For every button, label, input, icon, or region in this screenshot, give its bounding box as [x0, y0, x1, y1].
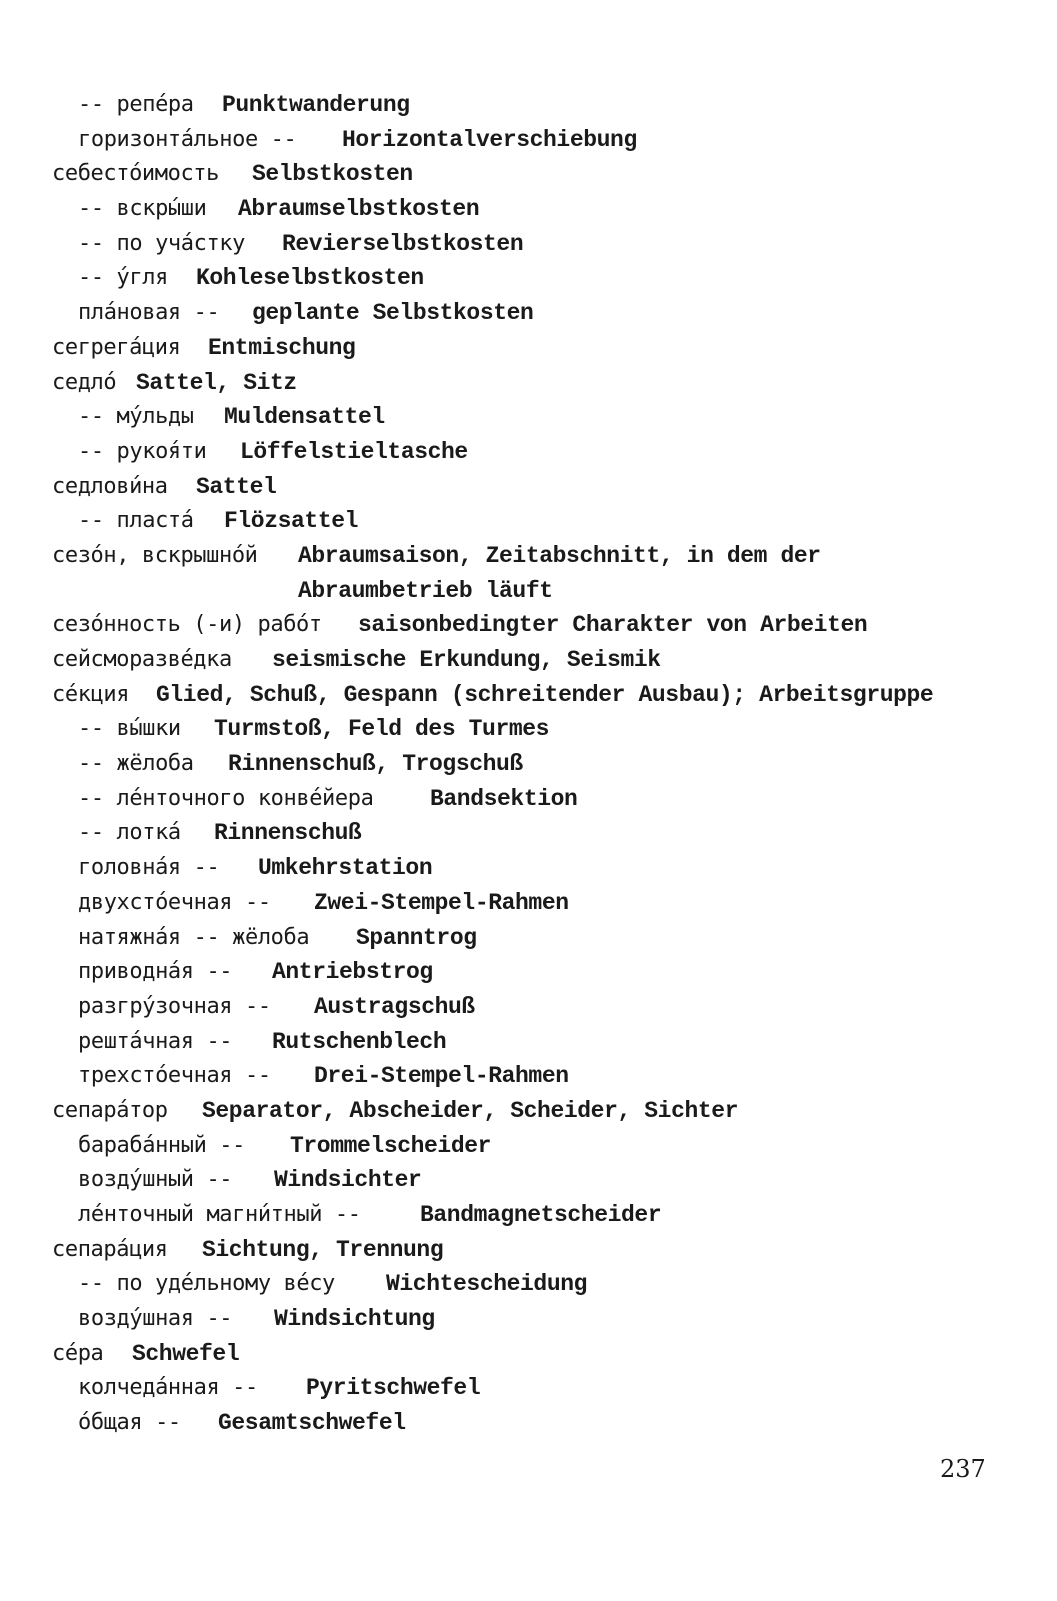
entry-row — [0, 1302, 1057, 1337]
german-translation: Punktwanderung — [222, 92, 410, 118]
russian-term: сейсморазве́дка — [52, 647, 232, 672]
entry-row — [0, 539, 1057, 574]
german-translation: geplante Selbstkosten — [252, 300, 534, 327]
entry-row — [0, 712, 1057, 747]
russian-term: головна́я -- — [78, 855, 220, 881]
german-translation: Schwefel — [132, 1340, 240, 1367]
russian-term: бараба́нный -- — [78, 1132, 245, 1158]
german-translation: Drei-Stempel-Rahmen — [314, 1063, 569, 1090]
german-translation: Abraumselbstkosten — [238, 196, 480, 223]
entry-row — [0, 227, 1057, 262]
entry-row — [0, 470, 1057, 505]
russian-term: сепара́ция — [52, 1236, 168, 1262]
russian-term: -- у́гля — [78, 265, 168, 291]
entry-row — [0, 851, 1057, 886]
entry-row — [0, 1371, 1057, 1406]
russian-term: -- вскры́ши — [78, 196, 207, 222]
german-translation: Sattel, Sitz — [136, 369, 297, 396]
russian-term: -- пласта́ — [78, 508, 194, 534]
russian-term: седлови́на — [52, 473, 168, 499]
entry-row — [0, 608, 1057, 643]
entry-row — [0, 1025, 1057, 1060]
entry-row — [0, 1129, 1057, 1164]
german-translation: Bandsektion — [430, 785, 578, 812]
german-translation: Pyritschwefel — [306, 1375, 481, 1402]
russian-term: о́бщая -- — [78, 1410, 181, 1436]
entry-row — [0, 192, 1057, 227]
russian-term: се́кция — [52, 681, 130, 707]
entry-row — [0, 261, 1057, 296]
entry-row — [0, 123, 1057, 158]
russian-term: пла́новая -- — [78, 300, 220, 326]
entry-row — [0, 1059, 1057, 1094]
entry-row — [0, 435, 1057, 470]
russian-term: горизонта́льное -- — [78, 126, 297, 152]
entry-row — [0, 504, 1057, 539]
german-translation: saisonbedingter Charakter von Arbeiten — [358, 612, 868, 639]
entry-row — [0, 331, 1057, 366]
entry-list — [0, 88, 1057, 1441]
russian-term: -- по уча́стку — [78, 230, 245, 256]
russian-term: разгру́зочная -- — [78, 993, 271, 1019]
russian-term: -- ле́нточного конве́йера — [78, 785, 374, 811]
russian-term: -- му́льды — [78, 404, 194, 430]
entry-row — [0, 886, 1057, 921]
german-translation: Turmstoß, Feld des Turmes — [214, 716, 550, 743]
entry-row — [0, 1163, 1057, 1198]
russian-term: сезо́нность (-и) рабо́т — [52, 612, 322, 638]
russian-term: сепара́тор — [52, 1097, 168, 1123]
russian-term: сегрега́ция — [52, 334, 181, 360]
russian-term: двухсто́ечная -- — [78, 889, 271, 915]
russian-term: седло́ — [52, 369, 117, 395]
german-translation: Bandmagnetscheider — [420, 1202, 662, 1228]
entry-row — [0, 1267, 1057, 1302]
german-translation: Trommelscheider — [290, 1132, 492, 1159]
german-translation: Kohleselbstkosten — [196, 265, 424, 292]
russian-term: сезо́н, вскрышно́й — [52, 542, 258, 568]
german-translation: Sichtung, Trennung — [202, 1236, 444, 1263]
russian-term: -- вы́шки — [78, 716, 181, 742]
russian-term: -- репе́ра — [78, 92, 194, 117]
german-translation: Muldensattel — [224, 404, 385, 431]
german-translation: Separator, Abscheider, Scheider, Sichter — [202, 1097, 739, 1124]
entry-row — [0, 678, 1057, 713]
german-translation: Umkehrstation — [258, 855, 433, 882]
russian-term: -- рукоя́ти — [78, 438, 207, 464]
entry-row — [0, 643, 1057, 678]
entry-row — [0, 816, 1057, 851]
entry-row — [0, 921, 1057, 956]
german-translation: Sattel — [196, 473, 277, 500]
entry-row — [0, 1233, 1057, 1268]
entry-row — [0, 1198, 1057, 1233]
german-translation: Windsichter — [274, 1167, 422, 1194]
russian-term: возду́шный -- — [78, 1167, 233, 1193]
german-translation: Flözsattel — [224, 508, 359, 535]
russian-term: -- лотка́ — [78, 820, 181, 846]
german-translation: Austragschuß — [314, 993, 475, 1020]
russian-term: ле́нточный магни́тный -- — [78, 1202, 361, 1227]
german-translation: Antriebstrog — [272, 959, 433, 986]
entry-row — [0, 88, 1057, 123]
entry-row — [0, 1094, 1057, 1129]
russian-term: приводна́я -- — [78, 959, 233, 985]
russian-term: решта́чная -- — [78, 1028, 233, 1054]
german-translation: Rutschenblech — [272, 1028, 447, 1055]
german-translation: Löffelstieltasche — [240, 438, 468, 465]
german-translation: Entmischung — [208, 334, 356, 361]
entry-row — [0, 400, 1057, 435]
german-translation: seismische Erkundung, Seismik — [272, 647, 661, 673]
entry-row — [0, 1337, 1057, 1372]
entry-row — [0, 955, 1057, 990]
entry-row — [0, 1406, 1057, 1441]
entry-row — [0, 782, 1057, 817]
german-translation: Zwei-Stempel-Rahmen — [314, 889, 569, 916]
page-number: 237 — [940, 1455, 986, 1483]
entry-row — [0, 990, 1057, 1025]
german-translation: Selbstkosten — [252, 161, 413, 188]
german-translation: Abraumsaison, Zeitabschnitt, in dem der — [298, 542, 821, 569]
german-translation: Glied, Schuß, Gespann (schreitender Ausbau); Arbeitsgruppe — [156, 681, 934, 708]
russian-term: се́ра — [52, 1340, 104, 1366]
russian-term: -- по уде́льному ве́су — [78, 1271, 335, 1297]
russian-term: возду́шная -- — [78, 1306, 233, 1332]
russian-term: себесто́имость — [52, 161, 219, 187]
german-translation: Gesamtschwefel — [218, 1410, 406, 1437]
entry-row — [0, 747, 1057, 782]
russian-term: трехсто́ечная -- — [78, 1063, 271, 1089]
german-translation: Revierselbstkosten — [282, 230, 524, 257]
german-translation: Abraumbetrieb läuft — [298, 577, 553, 604]
entry-row — [0, 296, 1057, 331]
russian-term: -- жёлоба — [78, 751, 194, 777]
german-translation: Horizontalverschiebung — [342, 126, 637, 153]
russian-term: колчеда́нная -- — [78, 1375, 258, 1401]
german-translation: Spanntrog — [356, 924, 477, 951]
entry-row — [0, 574, 1057, 609]
russian-term: натяжна́я -- жёлоба — [78, 924, 310, 950]
german-translation: Rinnenschuß — [214, 820, 362, 847]
german-translation: Wichtescheidung — [386, 1271, 588, 1298]
entry-row — [0, 157, 1057, 192]
german-translation: Rinnenschuß, Trogschuß — [228, 751, 523, 778]
entry-row — [0, 366, 1057, 401]
german-translation: Windsichtung — [274, 1306, 435, 1333]
